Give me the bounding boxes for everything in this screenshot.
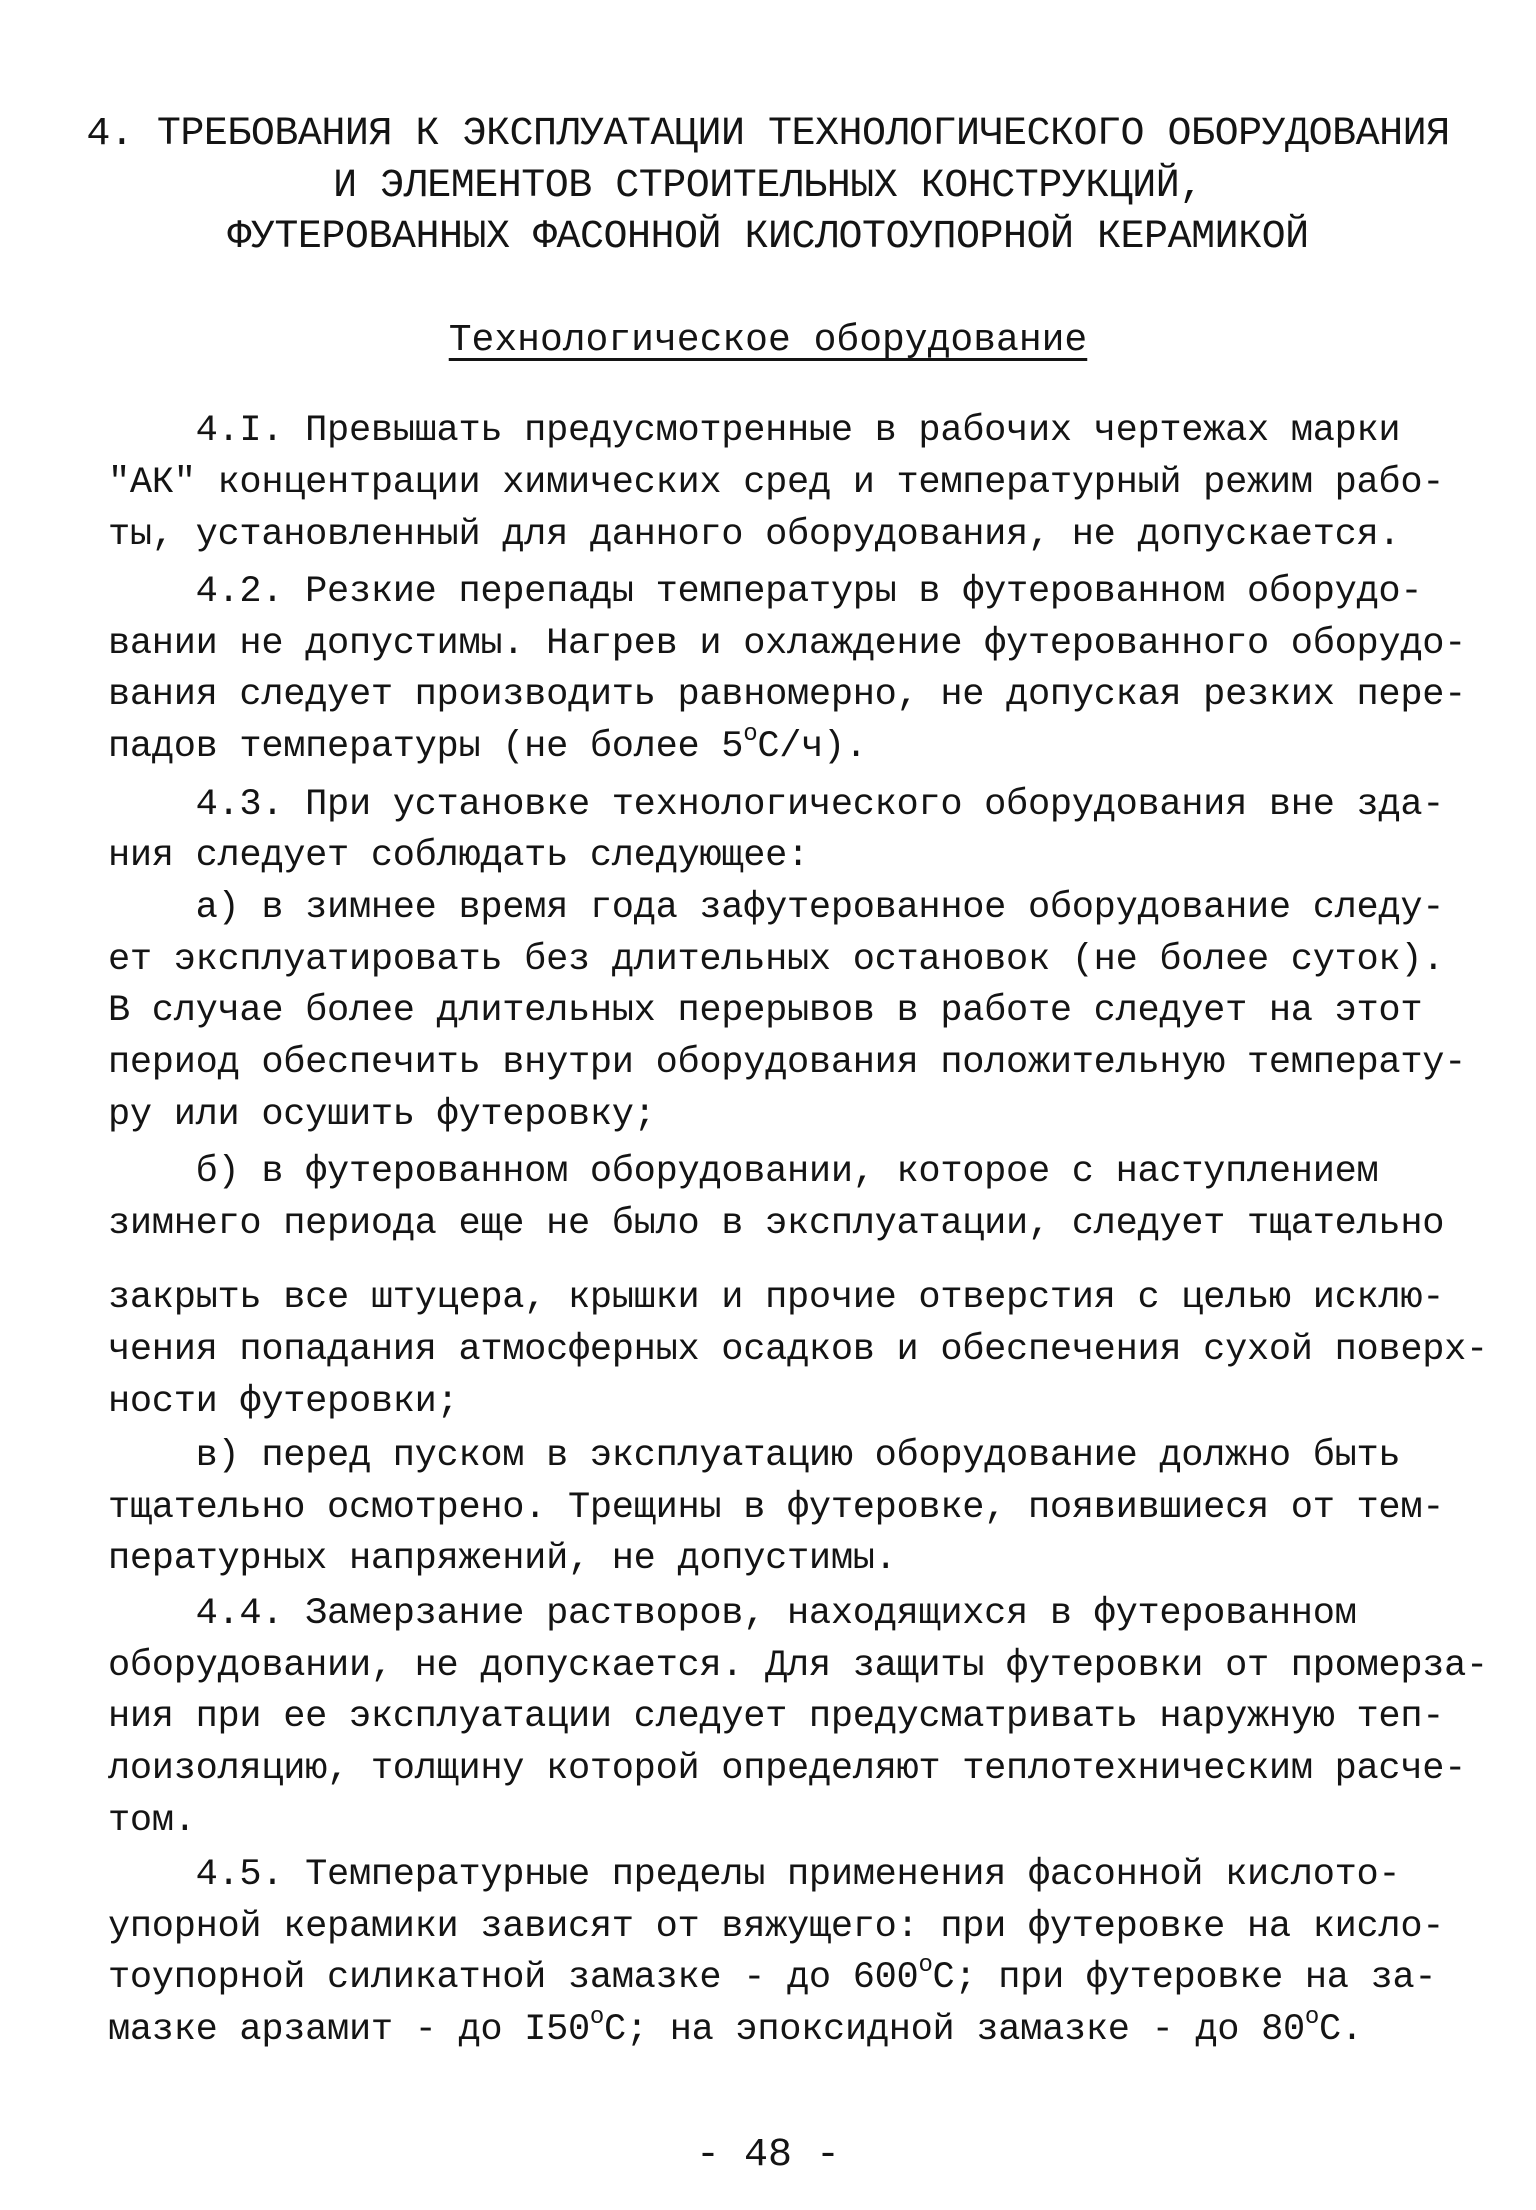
paragraph-4-5-line	[108, 2004, 1363, 2051]
paragraph-4-3-line: ния следует соблюдать следующее:	[108, 835, 809, 877]
item-b-line: б) в футерованном оборудовании, которое с наступлением	[108, 1151, 1379, 1193]
paragraph-4-4-line: оборудовании, не допускается. Для защиты футеровки от промерза-	[108, 1645, 1488, 1687]
section-heading-line-1: 4. ТРЕБОВАНИЯ К ЭКСПЛУАТАЦИИ ТЕХНОЛОГИЧЕСКОГО ОБОРУДОВАНИЯ	[86, 112, 1450, 157]
paragraph-4-1-line: ты, установленный для данного оборудования, не допускается.	[108, 514, 1401, 556]
section-heading-line-3: ФУТЕРОВАННЫХ ФАСОННОЙ КИСЛОТОУПОРНОЙ КЕРАМИКОЙ	[227, 215, 1309, 260]
item-a-line: период обеспечить внутри оборудования положительную температу-	[108, 1042, 1467, 1084]
item-a-line: В случае более длительных перерывов в работе следует на этот	[108, 990, 1423, 1032]
item-b-line: зимнего периода еще не было в эксплуатации, следует тщательно	[108, 1203, 1445, 1245]
text-segment: тоупорной силикатной замазке - до 600	[108, 1957, 919, 1999]
paragraph-4-4-line: 4.4. Замерзание растворов, находящихся в футерованном	[108, 1593, 1357, 1635]
item-b-line: закрыть все штуцера, крышки и прочие отверстия с целью исклю-	[108, 1277, 1445, 1319]
item-a-line: ру или осушить футеровку;	[108, 1094, 656, 1136]
paragraph-4-2-line: вания следует производить равномерно, не допуская резких пере-	[108, 674, 1467, 716]
paragraph-4-1-line: 4.I. Превышать предусмотренные в рабочих чертежах марки	[108, 410, 1401, 452]
paragraph-4-2-line: вании не допустимы. Нагрев и охлаждение футерованного оборудо-	[108, 623, 1467, 665]
paragraph-4-5-line	[108, 1952, 1437, 1999]
paragraph-4-4-line: том.	[108, 1800, 196, 1842]
paragraph-4-2-line: 4.2. Резкие перепады температуры в футерованном оборудо-	[108, 571, 1423, 613]
section-heading-line-2: И ЭЛЕМЕНТОВ СТРОИТЕЛЬНЫХ КОНСТРУКЦИЙ,	[333, 164, 1203, 209]
page-number: - 48 -	[695, 2133, 841, 2178]
item-v-line: в) перед пуском в эксплуатацию оборудование должно быть	[108, 1435, 1401, 1477]
paragraph-4-5-line: упорной керамики зависят от вяжущего: при футеровке на кисло-	[108, 1906, 1445, 1948]
item-a-line: а) в зимнее время года зафутерованное оборудование следу-	[108, 887, 1445, 929]
text-segment: падов температуры (не более 5	[108, 726, 744, 768]
text-segment: С.	[1319, 2009, 1363, 2051]
degree-sign: о	[589, 2004, 604, 2031]
degree-sign: о	[1304, 2004, 1320, 2031]
item-v-line: тщательно осмотрено. Трещины в футеровке, появившиеся от тем-	[108, 1487, 1445, 1529]
item-b-line: ности футеровки;	[108, 1381, 459, 1423]
item-v-line: пературных напряжений, не допустимы.	[108, 1538, 897, 1580]
paragraph-4-1-line: "АК" концентрации химических сред и температурный режим рабо-	[108, 462, 1445, 504]
paragraph-4-3-line: 4.3. При установке технологического оборудования вне зда-	[108, 784, 1445, 826]
paragraph-4-2-line	[108, 721, 867, 768]
item-a-line: ет эксплуатировать без длительных остановок (не более суток).	[108, 939, 1445, 981]
paragraph-4-4-line: лоизоляцию, толщину которой определяют теплотехническим расче-	[108, 1748, 1467, 1790]
paragraph-4-5-line: 4.5. Температурные пределы применения фасонной кислото-	[108, 1854, 1401, 1896]
text-segment: С; на эпоксидной замазке - до 80	[604, 2009, 1305, 2051]
item-b-line: чения попадания атмосферных осадков и обеспечения сухой поверх-	[108, 1329, 1488, 1371]
degree-sign: о	[743, 721, 758, 748]
subsection-title: Технологическое оборудование	[448, 319, 1088, 362]
text-segment: С/ч).	[757, 726, 867, 768]
text-segment: С; при футеровке на за-	[932, 1957, 1437, 1999]
text-segment: мазке арзамит - до I50	[108, 2009, 590, 2051]
degree-sign: о	[918, 1952, 933, 1979]
paragraph-4-4-line: ния при ее эксплуатации следует предусматривать наружную теп-	[108, 1696, 1445, 1738]
